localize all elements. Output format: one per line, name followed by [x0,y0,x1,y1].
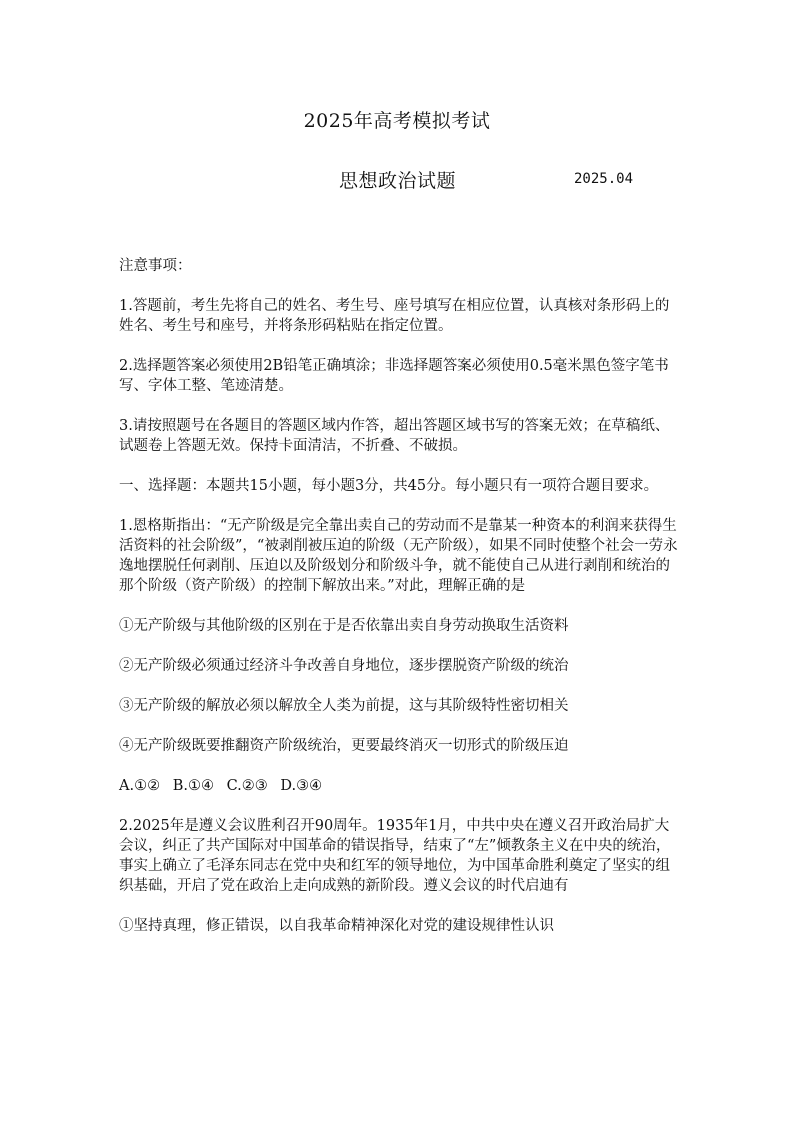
notice-item-2: 2.选择题答案必须使用2B铅笔正确填涂；非选择题答案必须使用0.5毫米黑色签字笔书写、字体工整、笔迹清楚。 [119,358,669,394]
exam-date: 2025.04 [574,171,634,187]
question-1-option-3: ③无产阶级的解放必须以解放全人类为前提，这与其阶级特性密切相关 [119,698,569,714]
exam-title: 2025年高考模拟考试 [303,110,491,132]
question-1-option-4: ④无产阶级既要推翻资产阶级统治，更要最终消灭一切形式的阶级压迫 [119,738,569,754]
notice-item-3: 3.请按照题号在各题目的答题区域内作答，超出答题区域书写的答案无效；在草稿纸、试题卷上答题无效。保持卡面清洁，不折叠、不破损。 [119,418,670,454]
answer-b: B.①④ [172,778,214,794]
question-2-option-1: ①坚持真理，修正错误，以自我革命精神深化对党的建设规律性认识 [119,918,554,934]
question-1-option-2: ②无产阶级必须通过经济斗争改善自身地位，逐步摆脱资产阶级的统治 [119,658,569,674]
answer-c: C.②③ [226,778,268,794]
exam-body [119,256,679,956]
question-2-stem: 2.2025年是遵义会议胜利召开90周年。1935年1月，中共中央在遵义召开政治局扩大会议，纠正了共产国际对中国革命的错误指导，结束了“左”倾教条主义在中央的统治，事实上确立了毛泽东同志在党中央和红军的领导地位，为中国革命胜利奠定了坚实的组织基础，开启了党在政治上走向成熟的新阶段。遵义会议的时代启迪有 [119,818,671,894]
question-1-answers [119,776,679,796]
question-1-option-1: ①无产阶级与其他阶级的区别在于是否依靠出卖自身劳动换取生活资料 [119,618,569,634]
notice-item-1: 1.答题前，考生先将自己的姓名、考生号、座号填写在相应位置，认真核对条形码上的姓名、考生号和座号，并将条形码粘贴在指定位置。 [119,298,670,334]
answer-d: D.③④ [280,778,323,794]
notice-heading: 注意事项： [119,258,192,274]
subtitle-row [0,166,794,192]
question-1-stem: 1.恩格斯指出：“无产阶级是完全靠出卖自己的劳动而不是靠某一种资本的利润来获得生活资料的社会阶级”，“被剥削被压迫的阶级（无产阶级），如果不同时使整个社会一劳永逸地摆脱任何剥削、压迫以及阶级划分和阶级斗争，就不能使自己从进行剥削和统治的那个阶级（资产阶级）的控制下解放出来。”对此，理解正确的是 [119,518,678,594]
answer-a: A.①② [119,778,161,794]
section-heading: 一、选择题：本题共15小题，每小题3分，共45分。每小题只有一项符合题目要求。 [119,478,659,494]
subject-title: 思想政治试题 [339,170,457,192]
